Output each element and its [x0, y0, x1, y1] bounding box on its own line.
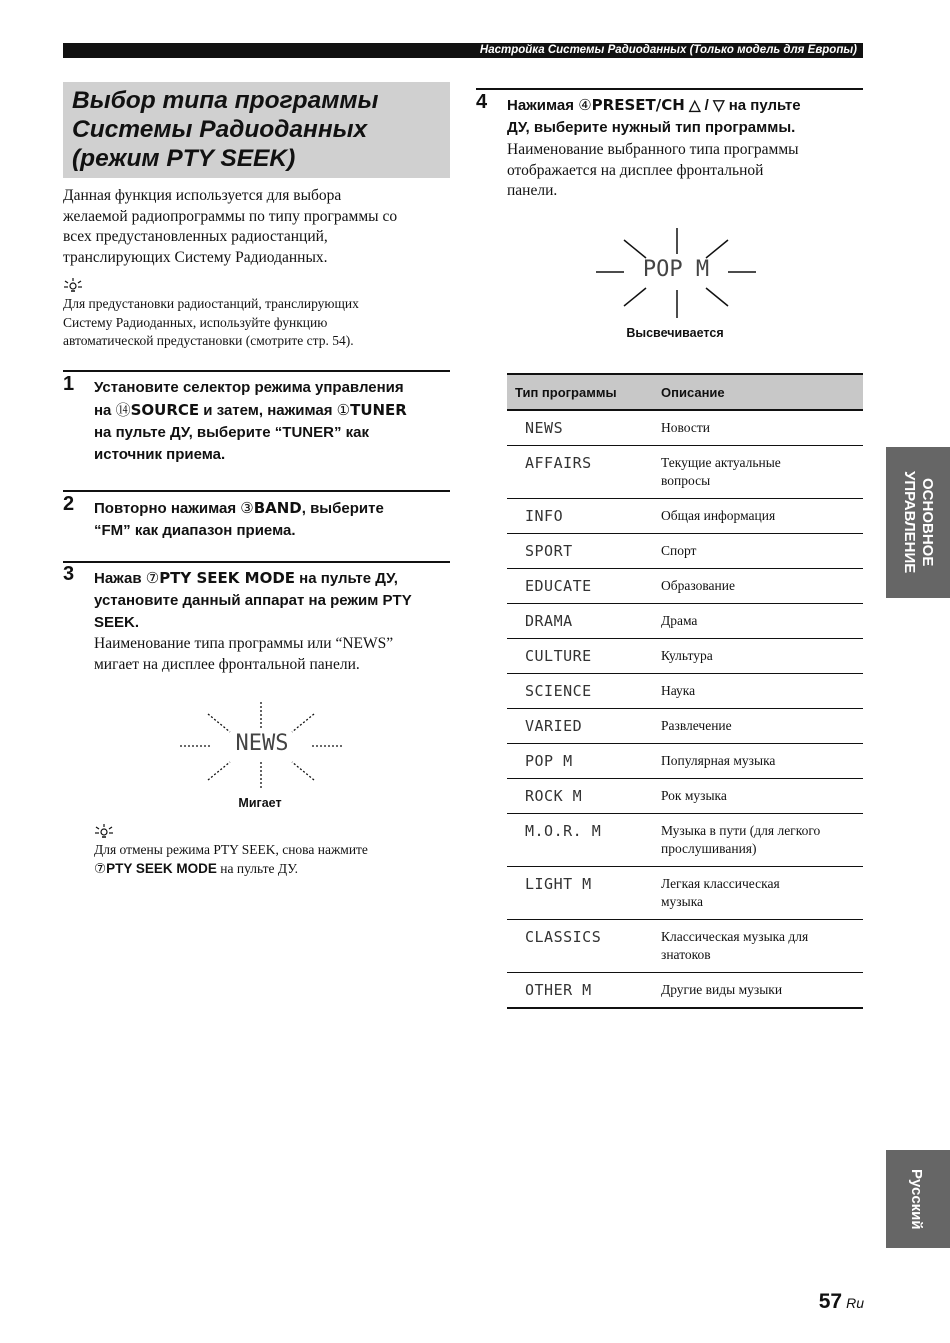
pty-seek-mode-label: PTY SEEK MODE — [106, 860, 217, 876]
step-number: 1 — [63, 373, 75, 395]
table-row — [507, 973, 863, 1009]
program-type-table — [507, 373, 863, 1009]
step-divider — [63, 561, 450, 563]
program-type-description: Драма — [661, 604, 863, 639]
table-row — [507, 499, 863, 534]
lightbulb-tip-icon — [63, 278, 83, 292]
lightbulb-tip-icon — [94, 824, 114, 838]
table-header-row — [507, 374, 863, 410]
program-type-code: ROCK M — [507, 779, 661, 814]
program-type-description: Общая информация — [661, 499, 863, 534]
table-row — [507, 709, 863, 744]
step-1-instruction: Установите селектор режима управления на ⑭SOURCE и затем, нажимая ①TUNER на пульте ДУ, выберите “TUNER” как источник приема. — [94, 379, 407, 463]
tip-cancel-paragraph: Для отмены режима PTY SEEK, снова нажмите ⑦PTY SEEK MODE на пульте ДУ. — [94, 842, 368, 876]
program-type-code: SCIENCE — [507, 674, 661, 709]
program-type-description: Популярная музыка — [661, 744, 863, 779]
program-type-description: Наука — [661, 674, 863, 709]
pty-seek-mode-button-label: PTY SEEK MODE — [159, 569, 296, 587]
program-type-code: CULTURE — [507, 639, 661, 674]
step-divider — [63, 490, 450, 492]
program-type-description: Новости — [661, 410, 863, 446]
tuner-button-label: TUNER — [350, 401, 407, 419]
tip-paragraph: Для предустановки радиостанций, транслирующих Систему Радиоданных, используйте функцию автоматической предустановки (смотрите стр. 54). — [63, 296, 359, 348]
program-type-code: NEWS — [507, 410, 661, 446]
table-row — [507, 569, 863, 604]
running-header: Настройка Системы Радиоданных (Только модель для Европы) — [63, 43, 863, 58]
intro-paragraph: Данная функция используется для выбора желаемой радиопрограммы по типу программы со всех предустановленных радиостанций, транслирующих Систему Радиоданных. — [63, 187, 398, 266]
program-type-code: OTHER M — [507, 973, 661, 1009]
chapter-tab — [886, 447, 950, 598]
program-type-code: INFO — [507, 499, 661, 534]
program-type-description: Легкая классическая музыка — [661, 867, 863, 920]
program-type-code: POP M — [507, 744, 661, 779]
column-header-description: Описание — [661, 374, 863, 410]
table-row — [507, 920, 863, 973]
step-2-instruction: Повторно нажимая ③BAND, выберите “FM” как диапазон приема. — [94, 499, 384, 539]
display-news-text: NEWS — [235, 731, 289, 756]
table-row — [507, 867, 863, 920]
table-row — [507, 744, 863, 779]
step-3-instruction: Нажав ⑦PTY SEEK MODE на пульте ДУ, установите данный аппарат на режим PTY SEEK. — [94, 569, 412, 631]
program-type-description: Другие виды музыки — [661, 973, 863, 1009]
step-4-note: Наименование выбранного типа программы отображается на дисплее фронтальной панели. — [507, 141, 799, 199]
step-3-note: Наименование типа программы или “NEWS” мигает на дисплее фронтальной панели. — [94, 635, 394, 673]
table-row — [507, 639, 863, 674]
table-row — [507, 779, 863, 814]
source-button-label: SOURCE — [130, 401, 200, 419]
display-pop-m-text: POP M — [642, 257, 710, 282]
program-type-code: SPORT — [507, 534, 661, 569]
program-type-description: Образование — [661, 569, 863, 604]
language-tab-label: Русский — [908, 1168, 925, 1230]
lit-caption: Высвечивается — [626, 326, 724, 340]
language-code: Ru — [846, 1295, 864, 1311]
program-type-code: CLASSICS — [507, 920, 661, 973]
table-row — [507, 446, 863, 499]
program-type-code: EDUCATE — [507, 569, 661, 604]
program-type-description: Спорт — [661, 534, 863, 569]
page-number: 57 — [818, 1290, 843, 1313]
page-footer — [790, 1290, 864, 1314]
chapter-tab-label: ОСНОВНОЕ УПРАВЛЕНИЕ — [901, 470, 936, 574]
program-type-description: Музыка в пути (для легкого прослушивания) — [661, 814, 863, 867]
band-button-label: BAND — [253, 499, 302, 517]
program-type-description: Классическая музыка для знатоков — [661, 920, 863, 973]
table-row — [507, 674, 863, 709]
program-type-description: Культура — [661, 639, 863, 674]
program-type-code: LIGHT M — [507, 867, 661, 920]
table-row — [507, 410, 863, 446]
step-number: 2 — [63, 493, 75, 515]
section-title: Выбор типа программы Системы Радиоданных (режим PTY SEEK) — [72, 87, 379, 172]
step-divider — [63, 370, 450, 372]
table-row — [507, 604, 863, 639]
program-type-code: AFFAIRS — [507, 446, 661, 499]
step-number: 4 — [476, 91, 488, 113]
language-tab — [886, 1150, 950, 1248]
program-type-description: Текущие актуальные вопросы — [661, 446, 863, 499]
step-divider — [476, 88, 863, 90]
preset-ch-button-label: PRESET/CH — [591, 96, 685, 114]
program-type-code: VARIED — [507, 709, 661, 744]
table-row — [507, 534, 863, 569]
step-number: 3 — [63, 563, 75, 585]
table-row — [507, 814, 863, 867]
program-type-description: Развлечение — [661, 709, 863, 744]
program-type-description: Рок музыка — [661, 779, 863, 814]
program-type-code: DRAMA — [507, 604, 661, 639]
step-4-instruction: Нажимая ④PRESET/CH △ / ▽ на пульте ДУ, выберите нужный тип программы. — [507, 96, 801, 136]
column-header-type: Тип программы — [507, 374, 661, 410]
program-type-code: M.O.R. M — [507, 814, 661, 867]
blinking-caption: Мигает — [238, 796, 282, 810]
